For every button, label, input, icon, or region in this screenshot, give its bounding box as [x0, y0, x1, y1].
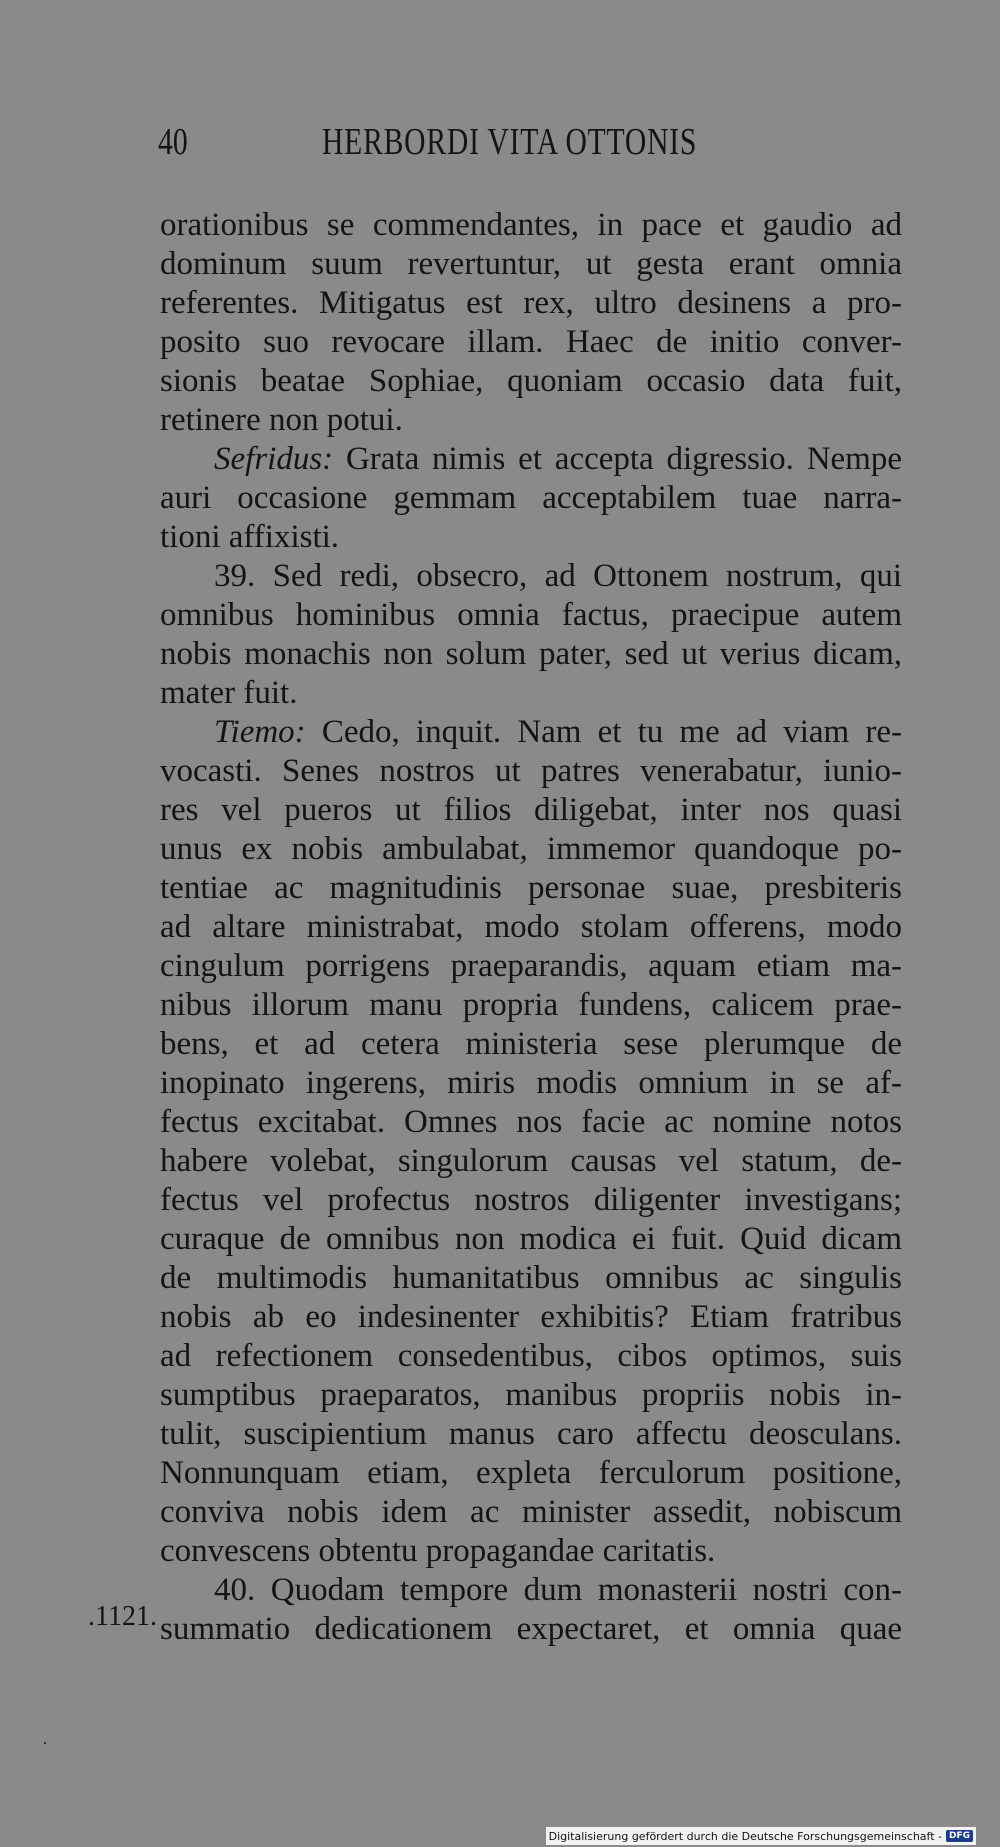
line-text: tulit, suscipientium manus caro affectu deosculans. — [160, 1416, 902, 1452]
text-line — [160, 869, 902, 908]
line-text: retinere non potui. — [160, 402, 403, 438]
text-line — [160, 284, 902, 323]
text-line — [160, 635, 902, 674]
text-line — [160, 479, 902, 518]
body-text — [160, 206, 902, 1649]
line-text: de multimodis humanitatibus omnibus ac singulis — [160, 1260, 902, 1296]
text-line — [160, 518, 902, 557]
credit-text: Digitalisierung gefördert durch die Deutsche Forschungsgemeinschaft - — [548, 1829, 942, 1843]
line-text: fectus excitabat. Omnes nos facie ac nomine notos — [160, 1104, 902, 1140]
line-text: orationibus se commendantes, in pace et gaudio ad — [160, 207, 902, 243]
line-text: tioni affixisti. — [160, 519, 340, 555]
text-line — [160, 674, 902, 713]
line-text: ad altare ministrabat, modo stolam offerens, modo — [160, 909, 902, 945]
text-line — [160, 1103, 902, 1142]
line-text: 39. Sed redi, obsecro, ad Ottonem nostrum, qui — [214, 558, 902, 594]
text-line — [160, 206, 902, 245]
text-line — [160, 440, 902, 479]
text-line — [160, 1259, 902, 1298]
line-text: Nonnunquam etiam, expleta ferculorum positione, — [160, 1455, 902, 1491]
line-text: dominum suum revertuntur, ut gesta erant omnia — [160, 246, 902, 282]
line-text: res vel pueros ut filios diligebat, inter nos quasi — [160, 792, 902, 828]
text-line — [160, 830, 902, 869]
line-text: fectus vel profectus nostros diligenter investigans; — [160, 1182, 902, 1218]
text-line — [160, 1064, 902, 1103]
text-line — [160, 908, 902, 947]
text-line — [160, 1415, 902, 1454]
text-line — [160, 791, 902, 830]
text-line — [160, 1610, 902, 1649]
dfg-logo: DFG — [946, 1830, 973, 1842]
text-line — [160, 986, 902, 1025]
line-text: conviva nobis idem ac minister assedit, nobiscum — [160, 1494, 902, 1530]
text-line — [160, 323, 902, 362]
text-line — [160, 947, 902, 986]
speaker-name: Tiemo: — [214, 714, 306, 750]
running-title: HERBORDI VITA OTTONIS — [322, 121, 698, 163]
text-line — [160, 1337, 902, 1376]
line-text: referentes. Mitigatus est rex, ultro desinens a pro- — [160, 285, 902, 321]
text-line — [160, 1025, 902, 1064]
line-text: unus ex nobis ambulabat, immemor quandoque po- — [160, 831, 902, 867]
margin-year-note: .1121. — [88, 1601, 157, 1632]
line-text: posito suo revocare illam. Haec de initio conver- — [160, 324, 902, 360]
text-line — [160, 752, 902, 791]
line-text: sionis beatae Sophiae, quoniam occasio data fuit, — [160, 363, 902, 399]
line-text: omnibus hominibus omnia factus, praecipue autem — [160, 597, 902, 633]
line-text: summatio dedicationem expectaret, et omnia quae — [160, 1611, 902, 1647]
scan-speck — [44, 1742, 46, 1744]
line-text: 40. Quodam tempore dum monasterii nostri con- — [214, 1572, 902, 1608]
text-line — [160, 1454, 902, 1493]
page-header — [158, 120, 898, 170]
text-line — [160, 557, 902, 596]
text-line — [160, 1376, 902, 1415]
text-line — [160, 1298, 902, 1337]
line-text: auri occasione gemmam acceptabilem tuae narra- — [160, 480, 902, 516]
text-line — [160, 401, 902, 440]
line-text: inopinato ingerens, miris modis omnium in se af- — [160, 1065, 902, 1101]
text-line — [160, 1493, 902, 1532]
line-text: ad refectionem consedentibus, cibos optimos, suis — [160, 1338, 902, 1374]
line-text: cingulum porrigens praeparandis, aquam etiam ma- — [160, 948, 902, 984]
line-text: vocasti. Senes nostros ut patres venerabatur, iunio- — [160, 753, 902, 789]
line-text: sumptibus praeparatos, manibus propriis nobis in- — [160, 1377, 902, 1413]
line-text: Grata nimis et accepta digressio. Nempe — [333, 441, 902, 477]
line-text: bens, et ad cetera ministeria sese plerumque de — [160, 1026, 902, 1062]
line-text: mater fuit. — [160, 675, 298, 711]
line-text: nobis ab eo indesinenter exhibitis? Etiam fratribus — [160, 1299, 902, 1335]
text-line — [160, 713, 902, 752]
text-line — [160, 362, 902, 401]
line-text: nobis monachis non solum pater, sed ut verius dicam, — [160, 636, 902, 672]
line-text: convescens obtentu propagandae caritatis. — [160, 1533, 716, 1569]
speaker-name: Sefridus: — [214, 441, 334, 477]
line-text: curaque de omnibus non modica ei fuit. Quid dicam — [160, 1221, 902, 1257]
text-line — [160, 596, 902, 635]
line-text: tentiae ac magnitudinis personae suae, presbiteris — [160, 870, 902, 906]
digitization-credit — [546, 1827, 976, 1845]
line-text: Cedo, inquit. Nam et tu me ad viam re- — [305, 714, 902, 750]
text-line — [160, 245, 902, 284]
text-line — [160, 1571, 902, 1610]
line-text: nibus illorum manu propria fundens, calicem prae- — [160, 987, 902, 1023]
page-number: 40 — [158, 121, 188, 163]
text-line — [160, 1181, 902, 1220]
text-line — [160, 1142, 902, 1181]
text-line — [160, 1532, 902, 1571]
line-text: habere volebat, singulorum causas vel statum, de- — [160, 1143, 902, 1179]
text-line — [160, 1220, 902, 1259]
